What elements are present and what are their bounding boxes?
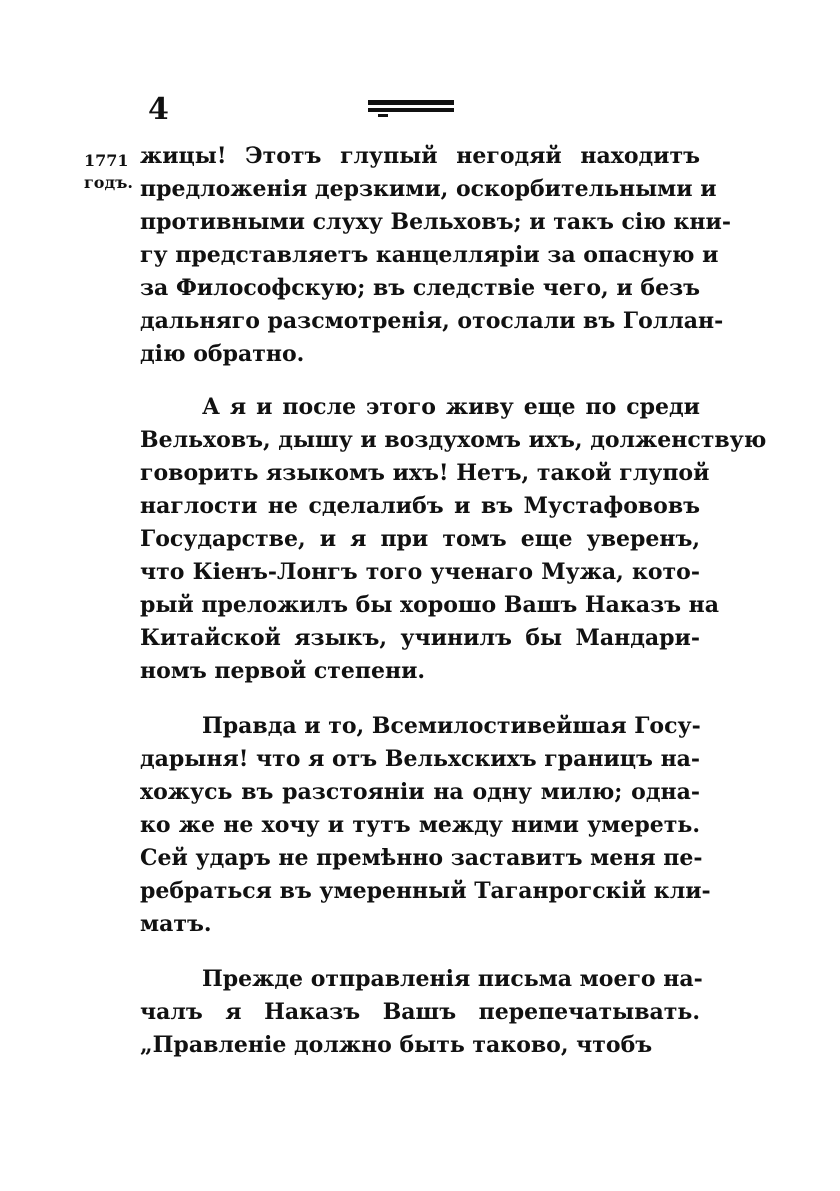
text-line: наглости не сделалибъ и въ Мустафововъ bbox=[140, 493, 700, 519]
text-line: Правда и то, Всемилостивейшая Госу- bbox=[202, 713, 701, 739]
header-ornament-rule bbox=[368, 100, 454, 118]
page-number: 4 bbox=[148, 92, 169, 127]
text-line: Прежде отправленія письма моего на- bbox=[202, 966, 703, 992]
paragraph bbox=[140, 710, 711, 941]
margin-note bbox=[84, 150, 144, 194]
text-line: Сей ударъ не премѣнно заставитъ меня пе- bbox=[140, 845, 703, 871]
text-line: дію обратно. bbox=[140, 341, 305, 367]
text-line: рый преложилъ бы хорошо Вашъ Наказъ на bbox=[140, 592, 720, 618]
text-line: матъ. bbox=[140, 911, 212, 937]
text-line: что Кіенъ-Лонгъ того ученаго Мужа, кото- bbox=[140, 559, 700, 585]
paragraph bbox=[140, 391, 767, 688]
text-line: предложенія дерзкими, оскорбительными и bbox=[140, 176, 717, 202]
paragraph bbox=[140, 963, 703, 1062]
margin-label: годъ. bbox=[84, 173, 133, 192]
text-line: за Философскую; въ следствіе чего, и безъ bbox=[140, 275, 700, 301]
paragraph bbox=[140, 140, 731, 371]
text-line: жицы! Этотъ глупый негодяй находитъ bbox=[140, 143, 700, 169]
text-line: противными слуху Вельховъ; и такъ сію кни- bbox=[140, 209, 731, 235]
text-line: дальняго разсмотренія, отослали въ Голлан- bbox=[140, 308, 724, 334]
text-line: говорить языкомъ ихъ! Нетъ, такой глупой bbox=[140, 460, 710, 486]
body-text bbox=[140, 140, 767, 1084]
text-line: „Правленіе должно быть таково, чтобъ bbox=[140, 1032, 653, 1058]
text-line: гу представляетъ канцелляріи за опасную и bbox=[140, 242, 719, 268]
text-line: Государстве, и я при томъ еще увеpенъ, bbox=[140, 526, 700, 552]
text-line: ко же не хочу и тутъ между ними умереть. bbox=[140, 812, 700, 838]
margin-year: 1771 bbox=[84, 151, 129, 170]
text-line: Китайской языкъ, учинилъ бы Мандари- bbox=[140, 625, 700, 651]
text-line: Вельховъ, дышу и воздухомъ ихъ, долженствую bbox=[140, 427, 767, 453]
text-line: ребраться въ умеренный Таганрогскій кли- bbox=[140, 878, 711, 904]
text-line: номъ первой степени. bbox=[140, 658, 426, 684]
text-line: хожусь въ разстояніи на одну милю; одна- bbox=[140, 779, 700, 805]
text-line: дарыня! что я отъ Вельхскихъ границъ на- bbox=[140, 746, 701, 772]
text-line: А я и после этого живу еще по среди bbox=[202, 394, 700, 420]
text-line: чалъ я Наказъ Вашъ перепечатывать. bbox=[140, 999, 700, 1025]
